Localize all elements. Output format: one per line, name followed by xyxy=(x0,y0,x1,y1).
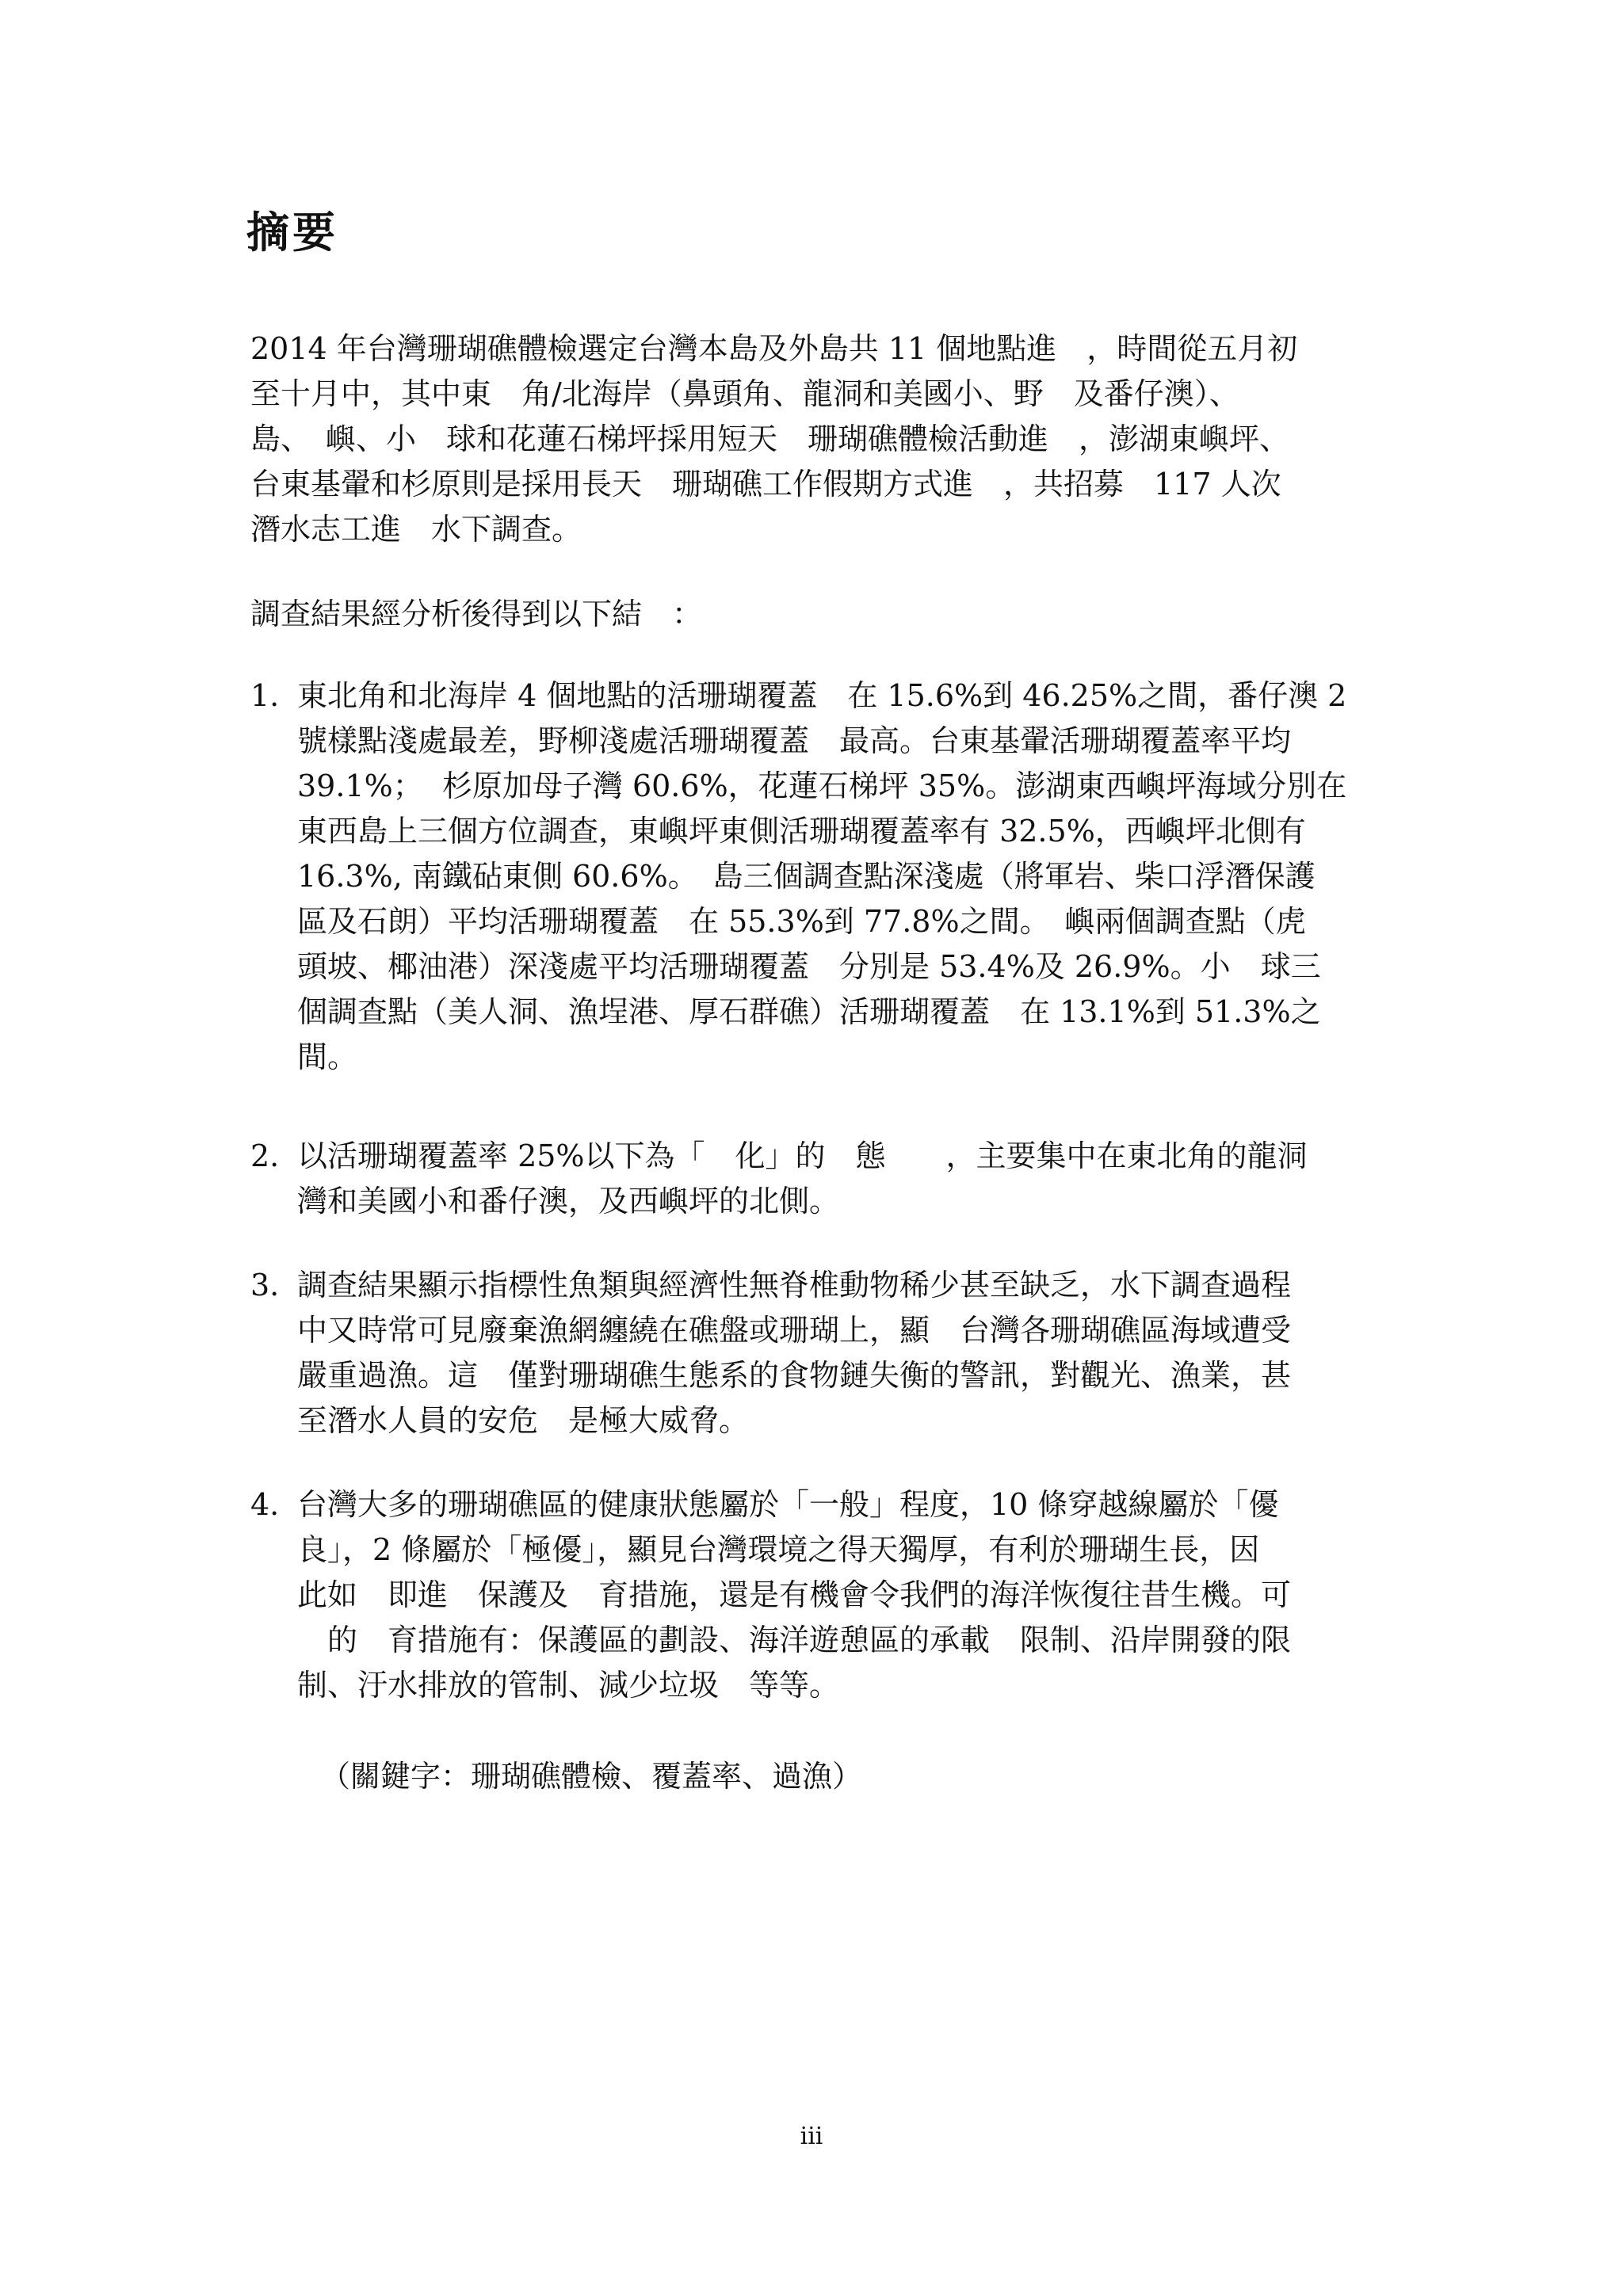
finding-line: 台灣大多的珊瑚礁區的健康狀態屬於「一般」程度，10 條穿越線屬於「優 xyxy=(297,1487,1279,1522)
finding-line: 制、汙水排放的管制、減少垃圾 等等。 xyxy=(297,1668,840,1703)
finding-line: 區及石朗）平均活珊瑚覆蓋 在 55.3%到 77.8%之間。 嶼兩個調查點（虎 xyxy=(297,904,1306,939)
intro-line: 至十月中，其中東 角/北海岸（鼻頭角、龍洞和美國小、野 及番仔澳）、 xyxy=(250,376,1239,411)
finding-line: 調查結果顯示指標性魚類與經濟性無脊椎動物稀少甚至缺乏，水下調查過程 xyxy=(297,1268,1292,1302)
keywords: （關鍵字：珊瑚礁體檢、覆蓋率、過漁） xyxy=(320,1759,863,1794)
finding-line: 39.1%； 杉原加母子灣 60.6%，花蓮石梯坪 35%。澎湖東西嶼坪海域分別在 xyxy=(297,769,1347,803)
finding-line: 間。 xyxy=(297,1039,358,1074)
intro-line: 2014 年台灣珊瑚礁體檢選定台灣本島及外島共 11 個地點進 ，時間從五月初 xyxy=(250,331,1298,366)
finding-line: 灣和美國小和番仔澳，及西嶼坪的北側。 xyxy=(297,1184,840,1219)
finding-line: 此如 即進 保護及 育措施，還是有機會令我們的海洋恢復往昔生機。可 xyxy=(297,1577,1292,1612)
finding-number: 4. xyxy=(250,1487,280,1522)
finding-line: 東北角和北海岸 4 個地點的活珊瑚覆蓋 在 15.6%到 46.25%之間，番仔澳 2 xyxy=(297,678,1347,713)
finding-line: 東西島上三個方位調查，東嶼坪東側活珊瑚覆蓋率有 32.5%，西嶼坪北側有 xyxy=(297,814,1306,849)
page-number: iii xyxy=(800,2122,823,2150)
finding-line: 中又時常可見廢棄漁網纏繞在礁盤或珊瑚上，顯 台灣各珊瑚礁區海域遭受 xyxy=(297,1313,1292,1348)
finding-line: 個調查點（美人洞、漁埕港、厚石群礁）活珊瑚覆蓋 在 13.1%到 51.3%之 xyxy=(297,994,1321,1029)
finding-line: 的 育措施有：保護區的劃設、海洋遊憩區的承載 限制、沿岸開發的限 xyxy=(297,1623,1292,1657)
finding-number: 2. xyxy=(250,1138,280,1173)
finding-line: 良」，2 條屬於「極優」，顯見台灣環境之得天獨厚，有利於珊瑚生長，因 xyxy=(297,1532,1260,1567)
finding-line: 以活珊瑚覆蓋率 25%以下為「 化」的 態 ，主要集中在東北角的龍洞 xyxy=(297,1138,1308,1173)
intro-line: 潛水志工進 水下調查。 xyxy=(250,512,582,547)
finding-line: 至潛水人員的安危 是極大威脅。 xyxy=(297,1403,750,1438)
abstract-heading: 摘要 xyxy=(246,207,338,257)
finding-number: 1. xyxy=(250,678,280,713)
finding-number: 3. xyxy=(250,1268,280,1302)
finding-line: 嚴重過漁。這 僅對珊瑚礁生態系的食物鏈失衡的警訊，對觀光、漁業，甚 xyxy=(297,1358,1292,1393)
finding-line: 頭坡、椰油港）深淺處平均活珊瑚覆蓋 分別是 53.4%及 26.9%。小 球三 xyxy=(297,949,1321,984)
finding-line: 16.3%, 南鐵砧東側 60.6%。 島三個調查點深淺處（將軍岩、柴口浮潛保護 xyxy=(297,859,1316,894)
intro-line: 台東基翬和杉原則是採用長天 珊瑚礁工作假期方式進 ，共招募 117 人次 xyxy=(250,467,1281,502)
intro-line: 島、 嶼、小 球和花蓮石梯坪採用短天 珊瑚礁體檢活動進 ，澎湖東嶼坪、 xyxy=(250,421,1290,456)
results-lead: 調查結果經分析後得到以下結 ： xyxy=(250,597,703,631)
finding-line: 號樣點淺處最差，野柳淺處活珊瑚覆蓋 最高。台東基翬活珊瑚覆蓋率平均 xyxy=(297,723,1292,758)
